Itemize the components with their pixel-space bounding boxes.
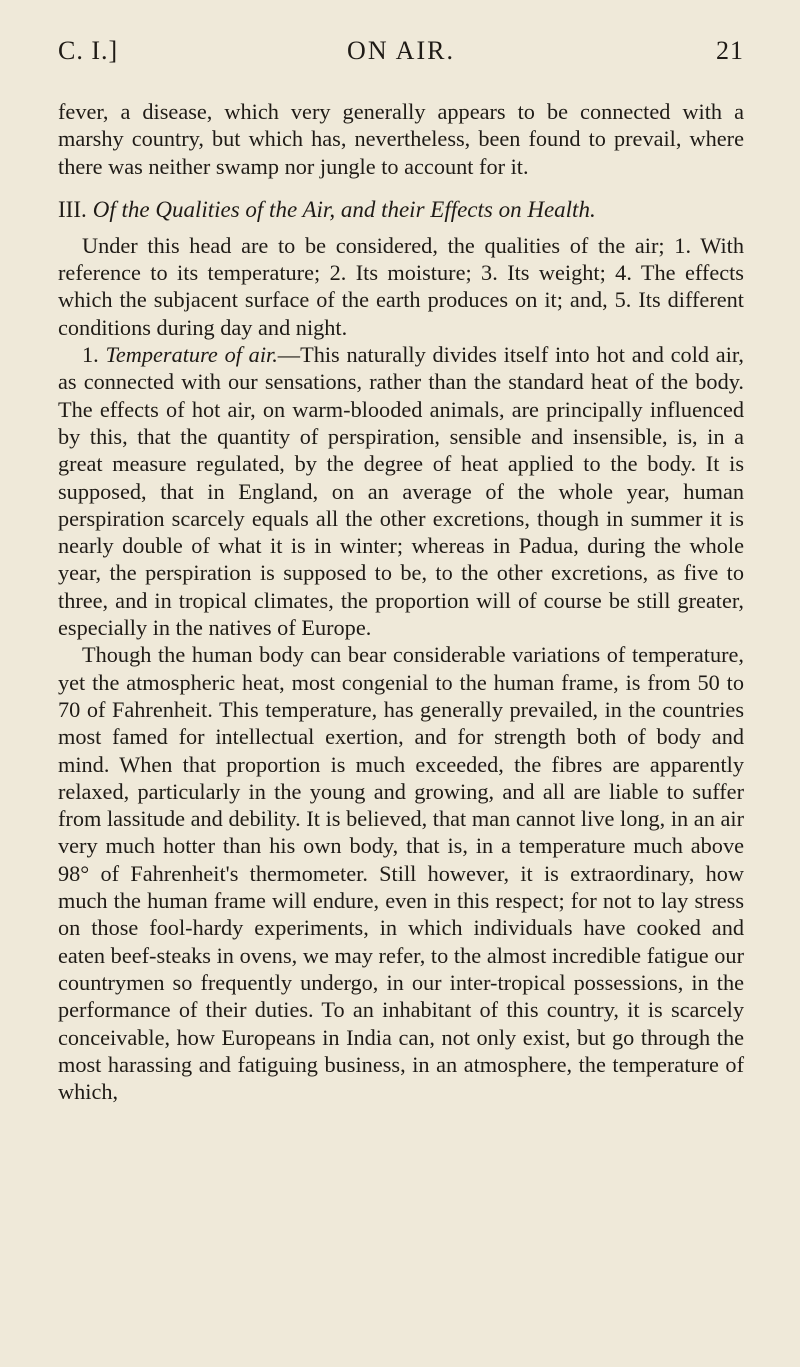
section-title: Of the Qualities of the Air, and their Effects on Health. [92,196,596,222]
section-number: III. [58,196,87,222]
section-heading [58,196,744,224]
page-number: 21 [716,36,744,65]
intro-paragraph: Under this head are to be considered, the qualities of the air; 1. With reference to its temperature; 2. Its moisture; 3. Its weight; 4. The effects which the subjacent surface of the earth produces on it; and, 5. Its different conditions during day and night. [58,232,744,340]
chapter-marker: C. I.] [58,36,119,65]
page-header [58,36,744,68]
subsection-text: —This naturally divides itself into hot and cold air, as connected with our sensations, rather than the standard heat of the body. The effects of hot air, on warm-blooded animals, are principally influenced by this, that the quantity of perspiration, sensible and insensible, is, in a great measure regulated, by the degree of heat applied to the body. It is supposed, that in England, on an average of the whole year, human perspiration scarcely equals all the other excretions, though in summer it is nearly double of what it is in winter; whereas in Padua, during the whole year, the perspiration is supposed to be, to the other excretions, as five to three, and in tropical climates, the proportion will of course be still greater, especially in the natives of Europe. [58,342,744,641]
running-title: ON AIR. [347,36,455,65]
continued-paragraph: fever, a disease, which very generally appears to be connected with a marshy country, but which has, nevertheless, been found to prevail, where there was neither swamp nor jungle to account for it. [58,99,744,179]
subsection-title: Temperature of air. [105,342,278,368]
page-body [58,98,744,1105]
subsection-paragraph [58,341,744,641]
subsection-label: 1. [82,342,99,368]
final-paragraph: Though the human body can bear considerable variations of temperature, yet the atmospheric heat, most congenial to the human frame, is from 50 to 70 of Fahrenheit. This temperature, has generally prevailed, in the countries most famed for intellectual exertion, and for strength both of body and mind. When that proportion is much exceeded, the fibres are apparently relaxed, particularly in the young and growing, and all are liable to suffer from lassitude and debility. It is believed, that man cannot live long, in an air very much hotter than his own body, that is, in a temperature much above 98° of Fahrenheit's thermometer. Still however, it is extraordinary, how much the human frame will endure, even in this respect; for not to lay stress on those fool-hardy experiments, in which individuals have cooked and eaten beef-steaks in ovens, we may refer, to the almost incredible fatigue our countrymen so frequently undergo, in our inter-tropical possessions, in the performance of their duties. To an inhabitant of this country, it is scarcely conceivable, how Europeans in India can, not only exist, but go through the most harassing and fatiguing business, in an atmosphere, the temperature of which, [58,642,744,1105]
